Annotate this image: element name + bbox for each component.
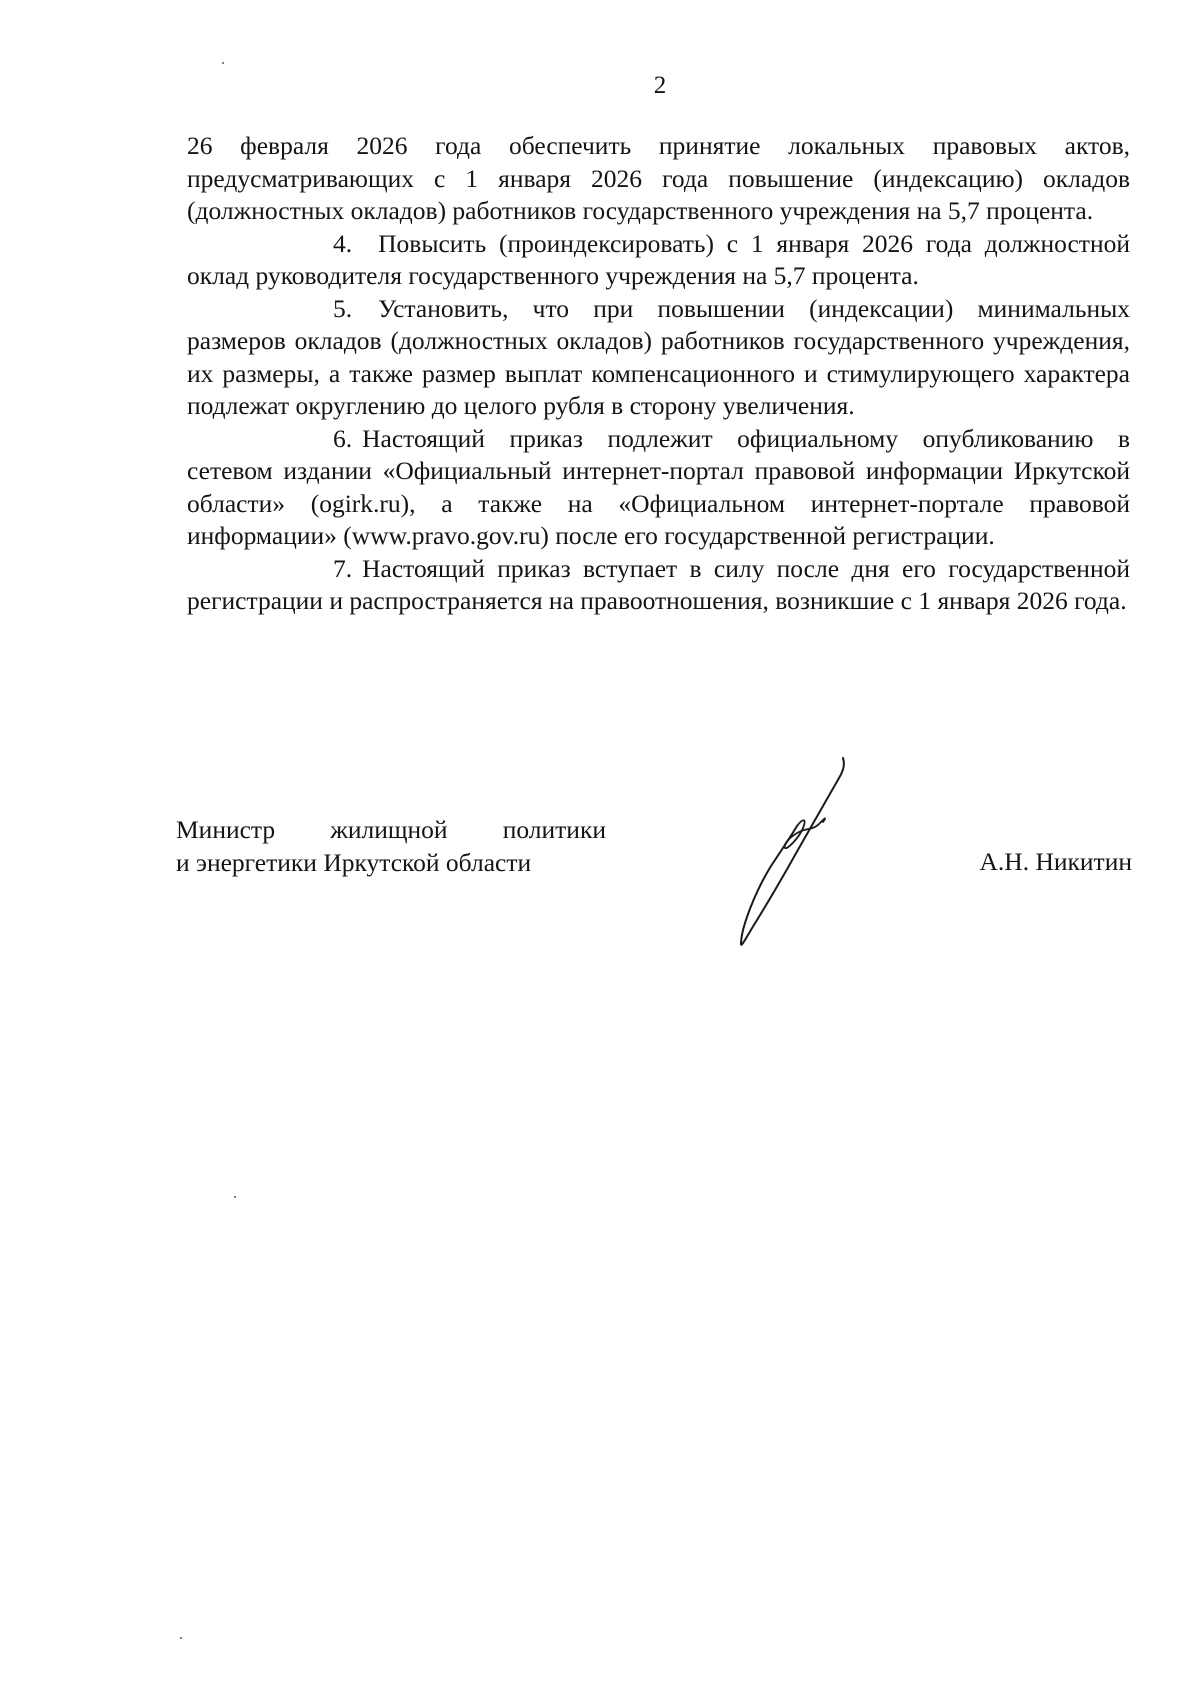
paragraph-item-5 — [187, 293, 1130, 423]
page-number: 2 — [653, 72, 667, 99]
signer-position — [176, 814, 606, 879]
position-word: жилищной — [330, 815, 448, 844]
paragraph-text: 26 февраля 2026 года обеспечить принятие локальных правовых актов, предусматривающих с 1 января 2026 года повышение (индексацию) окладов (должностных окладов) работников государственного учреждения на 5,7 процента. — [187, 131, 1130, 225]
signer-position-line1 — [176, 814, 606, 847]
paragraph-number: 6. — [333, 423, 353, 453]
document-body — [187, 130, 1130, 618]
paragraph-number: 4. — [333, 228, 353, 258]
signer-name: А.Н. Никитин — [979, 847, 1132, 876]
paragraph-text: Настоящий приказ подлежит официальному опубликованию в сетевом издании «Официальный интернет-портал правовой информации Иркутской области» (ogirk.ru), а также на «Официальном интернет-портале правовой информации» (www.pravo.gov.ru) после его государственной регистрации. — [187, 423, 1130, 550]
paragraph-text: Настоящий приказ вступает в силу после дня его государственной регистрации и распространяется на правоотношения, возникшие с 1 января 2026 года. — [187, 553, 1130, 615]
paragraph-item-7 — [187, 553, 1130, 618]
position-word: политики — [502, 815, 606, 844]
paragraph-continuation — [187, 130, 1130, 228]
signature-block — [176, 814, 1132, 974]
signer-position-line2: и энергетики Иркутской области — [176, 847, 532, 877]
scan-speck — [222, 62, 224, 64]
scan-speck — [234, 1196, 236, 1198]
paragraph-text: Установить, что при повышении (индексации) минимальных размеров окладов (должностных окладов) работников государственного учреждения, их размеры, а также размер выплат компенсационного и стимулирующего характера подлежат округлению до целого рубля в сторону увеличения. — [187, 293, 1130, 420]
scan-speck — [180, 1637, 182, 1639]
paragraph-text: Повысить (проиндексировать) с 1 января 2026 года должностной оклад руководителя государственного учреждения на 5,7 процента. — [187, 228, 1130, 290]
position-word: Министр — [176, 815, 276, 844]
paragraph-number: 5. — [333, 293, 353, 323]
paragraph-item-4 — [187, 228, 1130, 293]
handwritten-signature-icon — [695, 752, 855, 952]
paragraph-number: 7. — [333, 553, 353, 583]
paragraph-item-6 — [187, 423, 1130, 553]
